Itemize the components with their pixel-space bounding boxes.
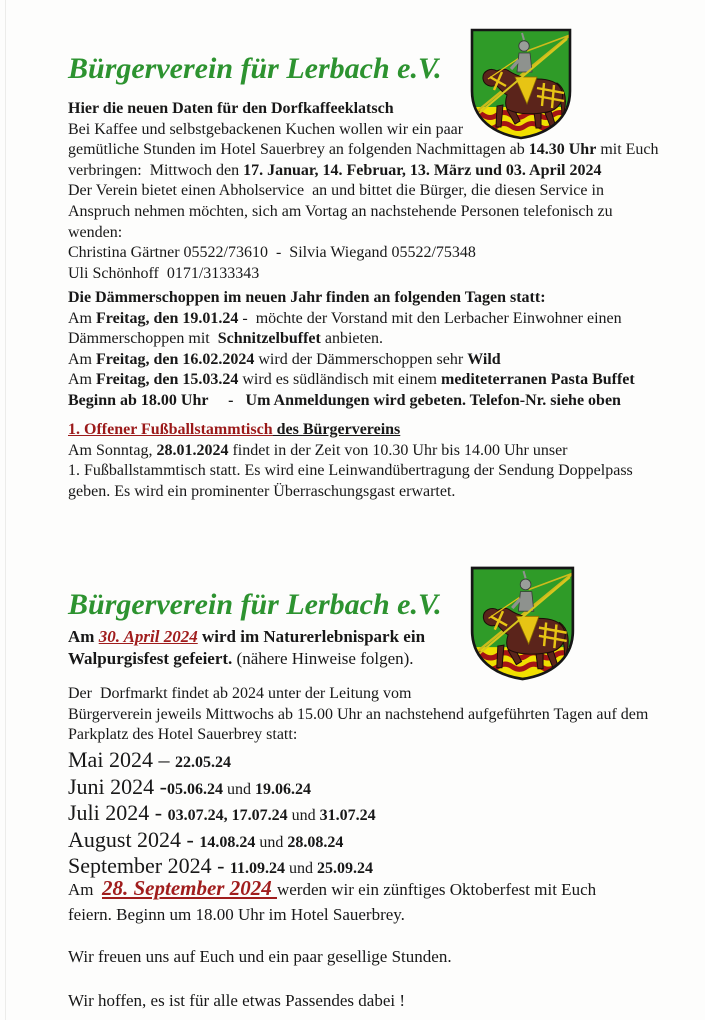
text-segment: Juli 2024 - (68, 800, 168, 826)
text-segment: Am (68, 371, 96, 389)
text-segment: 28. September 2024 (102, 876, 277, 900)
text-segment: Beginn ab 18.00 Uhr - Um Anmeldungen wird gebeten. Telefon-Nr. siehe oben (68, 391, 621, 409)
text-line (68, 725, 648, 746)
text-segment: 30. April 2024 (98, 627, 198, 646)
text-segment: verbringen: Mittwoch den (68, 161, 244, 179)
text-segment: des Bürgervereins (272, 421, 401, 438)
text-line (68, 202, 659, 223)
text-segment: 28.08.24 (287, 833, 344, 851)
coat-of-arms-icon (467, 563, 578, 684)
text-segment: 31.07.24 (319, 807, 376, 825)
scan-edge-artifact (5, 0, 6, 1020)
closing-line-1 (68, 946, 452, 968)
text-segment: Mai 2024 – (68, 747, 175, 772)
text-segment: - möchte der Vorstand mit den Lerbacher Einwohner einen (238, 309, 622, 327)
text-segment: 05.06.24 (167, 780, 223, 798)
text-line (68, 391, 635, 412)
text-line (68, 990, 405, 1012)
text-segment: findet in der Zeit von 10.30 Uhr bis 14.00 Uhr unser (228, 441, 568, 459)
text-segment: Wild (467, 350, 501, 368)
text-segment: 14.30 Uhr (528, 141, 597, 159)
text-line (68, 626, 425, 648)
text-line (68, 482, 633, 503)
text-segment: (nähere Hinweise folgen). (232, 649, 414, 668)
text-segment: und (255, 833, 288, 851)
text-segment: 11.09.24 (229, 860, 286, 878)
text-segment: Am (68, 880, 102, 899)
text-segment: Wir hoffen, es ist für alle etwas Passendes dabei ! (68, 991, 406, 1010)
text-line (68, 903, 596, 928)
text-line (68, 309, 635, 330)
text-segment: Schnitzelbuffet (217, 330, 321, 348)
text-segment: 19.06.24 (255, 780, 311, 798)
text-segment: wird im Naturerlebnispark ein (197, 627, 426, 646)
text-line (68, 801, 376, 828)
text-line (68, 99, 659, 120)
closing-line-2 (68, 990, 405, 1012)
text-line (68, 648, 425, 670)
text-segment: und (287, 807, 320, 825)
text-segment: Bei Kaffee und selbstgebackenen Kuchen wollen wir ein paar (68, 120, 464, 138)
text-segment: Am (68, 350, 96, 368)
text-segment: 1. Offener Fußballstammtisch (68, 421, 273, 438)
text-segment: werden wir ein zünftiges Oktoberfest mit Euch (276, 880, 597, 899)
text-line (68, 223, 659, 244)
text-segment: Anspruch nehmen möchten, sich am Vortag an nachstehende Personen telefonisch zu (68, 202, 613, 220)
text-segment: 28.01.2024 (156, 441, 229, 459)
text-segment: Der Dorfmarkt findet ab 2024 unter der Leitung vom (68, 685, 412, 702)
dorfmarkt-intro-paragraph (68, 684, 648, 746)
text-segment: Freitag, den 16.02.2024 (96, 350, 255, 368)
page-title: Bürgerverein für Lerbach e.V. (68, 52, 442, 85)
text-segment: Am (68, 309, 96, 327)
fussballstammtisch-paragraph (68, 420, 633, 502)
text-segment: wird der Dämmerschoppen sehr (254, 350, 468, 368)
text-segment: 22.05.24 (174, 754, 231, 771)
text-segment: Parkplatz des Hotel Sauerbrey statt: (68, 726, 298, 744)
text-line (68, 264, 659, 285)
text-segment: Wir freuen uns auf Euch und ein paar gesellige Stunden. (68, 947, 452, 966)
text-segment: mit Euch (596, 141, 659, 159)
text-line (68, 243, 659, 264)
text-segment: gemütliche Stunden im Hotel Sauerbrey an folgenden Nachmittagen ab (68, 141, 529, 159)
text-segment: Freitag, den 15.03.24 (96, 371, 239, 389)
text-line (68, 705, 648, 726)
text-segment: Dämmerschoppen mit (68, 330, 218, 348)
dorfmarkt-dates-list (68, 748, 376, 881)
text-segment: 25.09.24 (317, 860, 374, 878)
text-segment: August 2024 - (68, 826, 200, 852)
text-line (68, 441, 633, 462)
text-line (68, 748, 376, 775)
text-segment: mediteterranen Pasta Buffet (441, 371, 635, 389)
text-line (68, 120, 659, 141)
text-line (68, 775, 376, 802)
text-segment: Juni 2024 - (68, 773, 167, 799)
text-line (68, 946, 452, 968)
text-segment: geben. Es wird ein prominenter Überraschungsgast erwartet. (68, 482, 456, 500)
text-line (68, 288, 635, 309)
text-line (68, 161, 659, 182)
text-segment: anbieten. (320, 330, 384, 348)
text-line (68, 420, 633, 441)
text-line (68, 350, 635, 371)
text-segment: Am (68, 627, 99, 646)
text-line (68, 876, 596, 903)
text-segment: Die Dämmerschoppen im neuen Jahr finden an folgenden Tagen statt: (68, 289, 546, 306)
text-line (68, 181, 659, 202)
text-line (68, 828, 376, 855)
text-segment: Hier die neuen Daten für den Dorfkaffeeklatsch (68, 100, 394, 117)
text-line (68, 140, 659, 161)
text-segment: und (285, 860, 318, 878)
text-segment: 1. Fußballstammtisch statt. Es wird eine Leinwandübertragung der Sendung Doppelpass (68, 462, 633, 480)
text-segment: Freitag, den 19.01.24 (96, 309, 239, 327)
text-line (68, 329, 635, 350)
text-segment: wenden: (68, 223, 123, 241)
text-segment: Walpurgisfest gefeiert. (68, 649, 233, 668)
text-line (68, 461, 633, 482)
kaffeeklatsch-paragraph (68, 99, 659, 284)
text-segment: 17. Januar, 14. Februar, 13. März und 03. April 2024 (243, 161, 602, 179)
text-segment: wird es südländisch mit einem (238, 371, 441, 389)
text-segment: Uli Schönhoff 0171/3133343 (68, 264, 260, 282)
daemmerschoppen-paragraph (68, 288, 635, 412)
text-segment: und (223, 780, 255, 798)
text-segment: Der Verein bietet einen Abholservice an und bittet die Bürger, die diesen Service in (68, 182, 604, 200)
text-line (68, 370, 635, 391)
oktoberfest-paragraph (68, 876, 596, 927)
text-segment: feiern. Beginn um 18.00 Uhr im Hotel Sauerbrey. (68, 904, 405, 924)
text-line (68, 684, 648, 705)
page-title-2: Bürgerverein für Lerbach e.V. (68, 588, 442, 621)
text-segment: Bürgerverein jeweils Mittwochs ab 15.00 Uhr an nachstehend aufgeführten Tagen auf dem (68, 705, 649, 723)
text-segment: 03.07.24, 17.07.24 (167, 807, 288, 825)
text-segment: 14.08.24 (199, 833, 256, 851)
text-segment: Am Sonntag, (68, 441, 157, 459)
walpurgisfest-paragraph (68, 626, 425, 670)
text-segment: Christina Gärtner 05522/73610 - Silvia Wiegand 05522/75348 (68, 244, 476, 262)
text-segment: September 2024 - (68, 853, 230, 879)
